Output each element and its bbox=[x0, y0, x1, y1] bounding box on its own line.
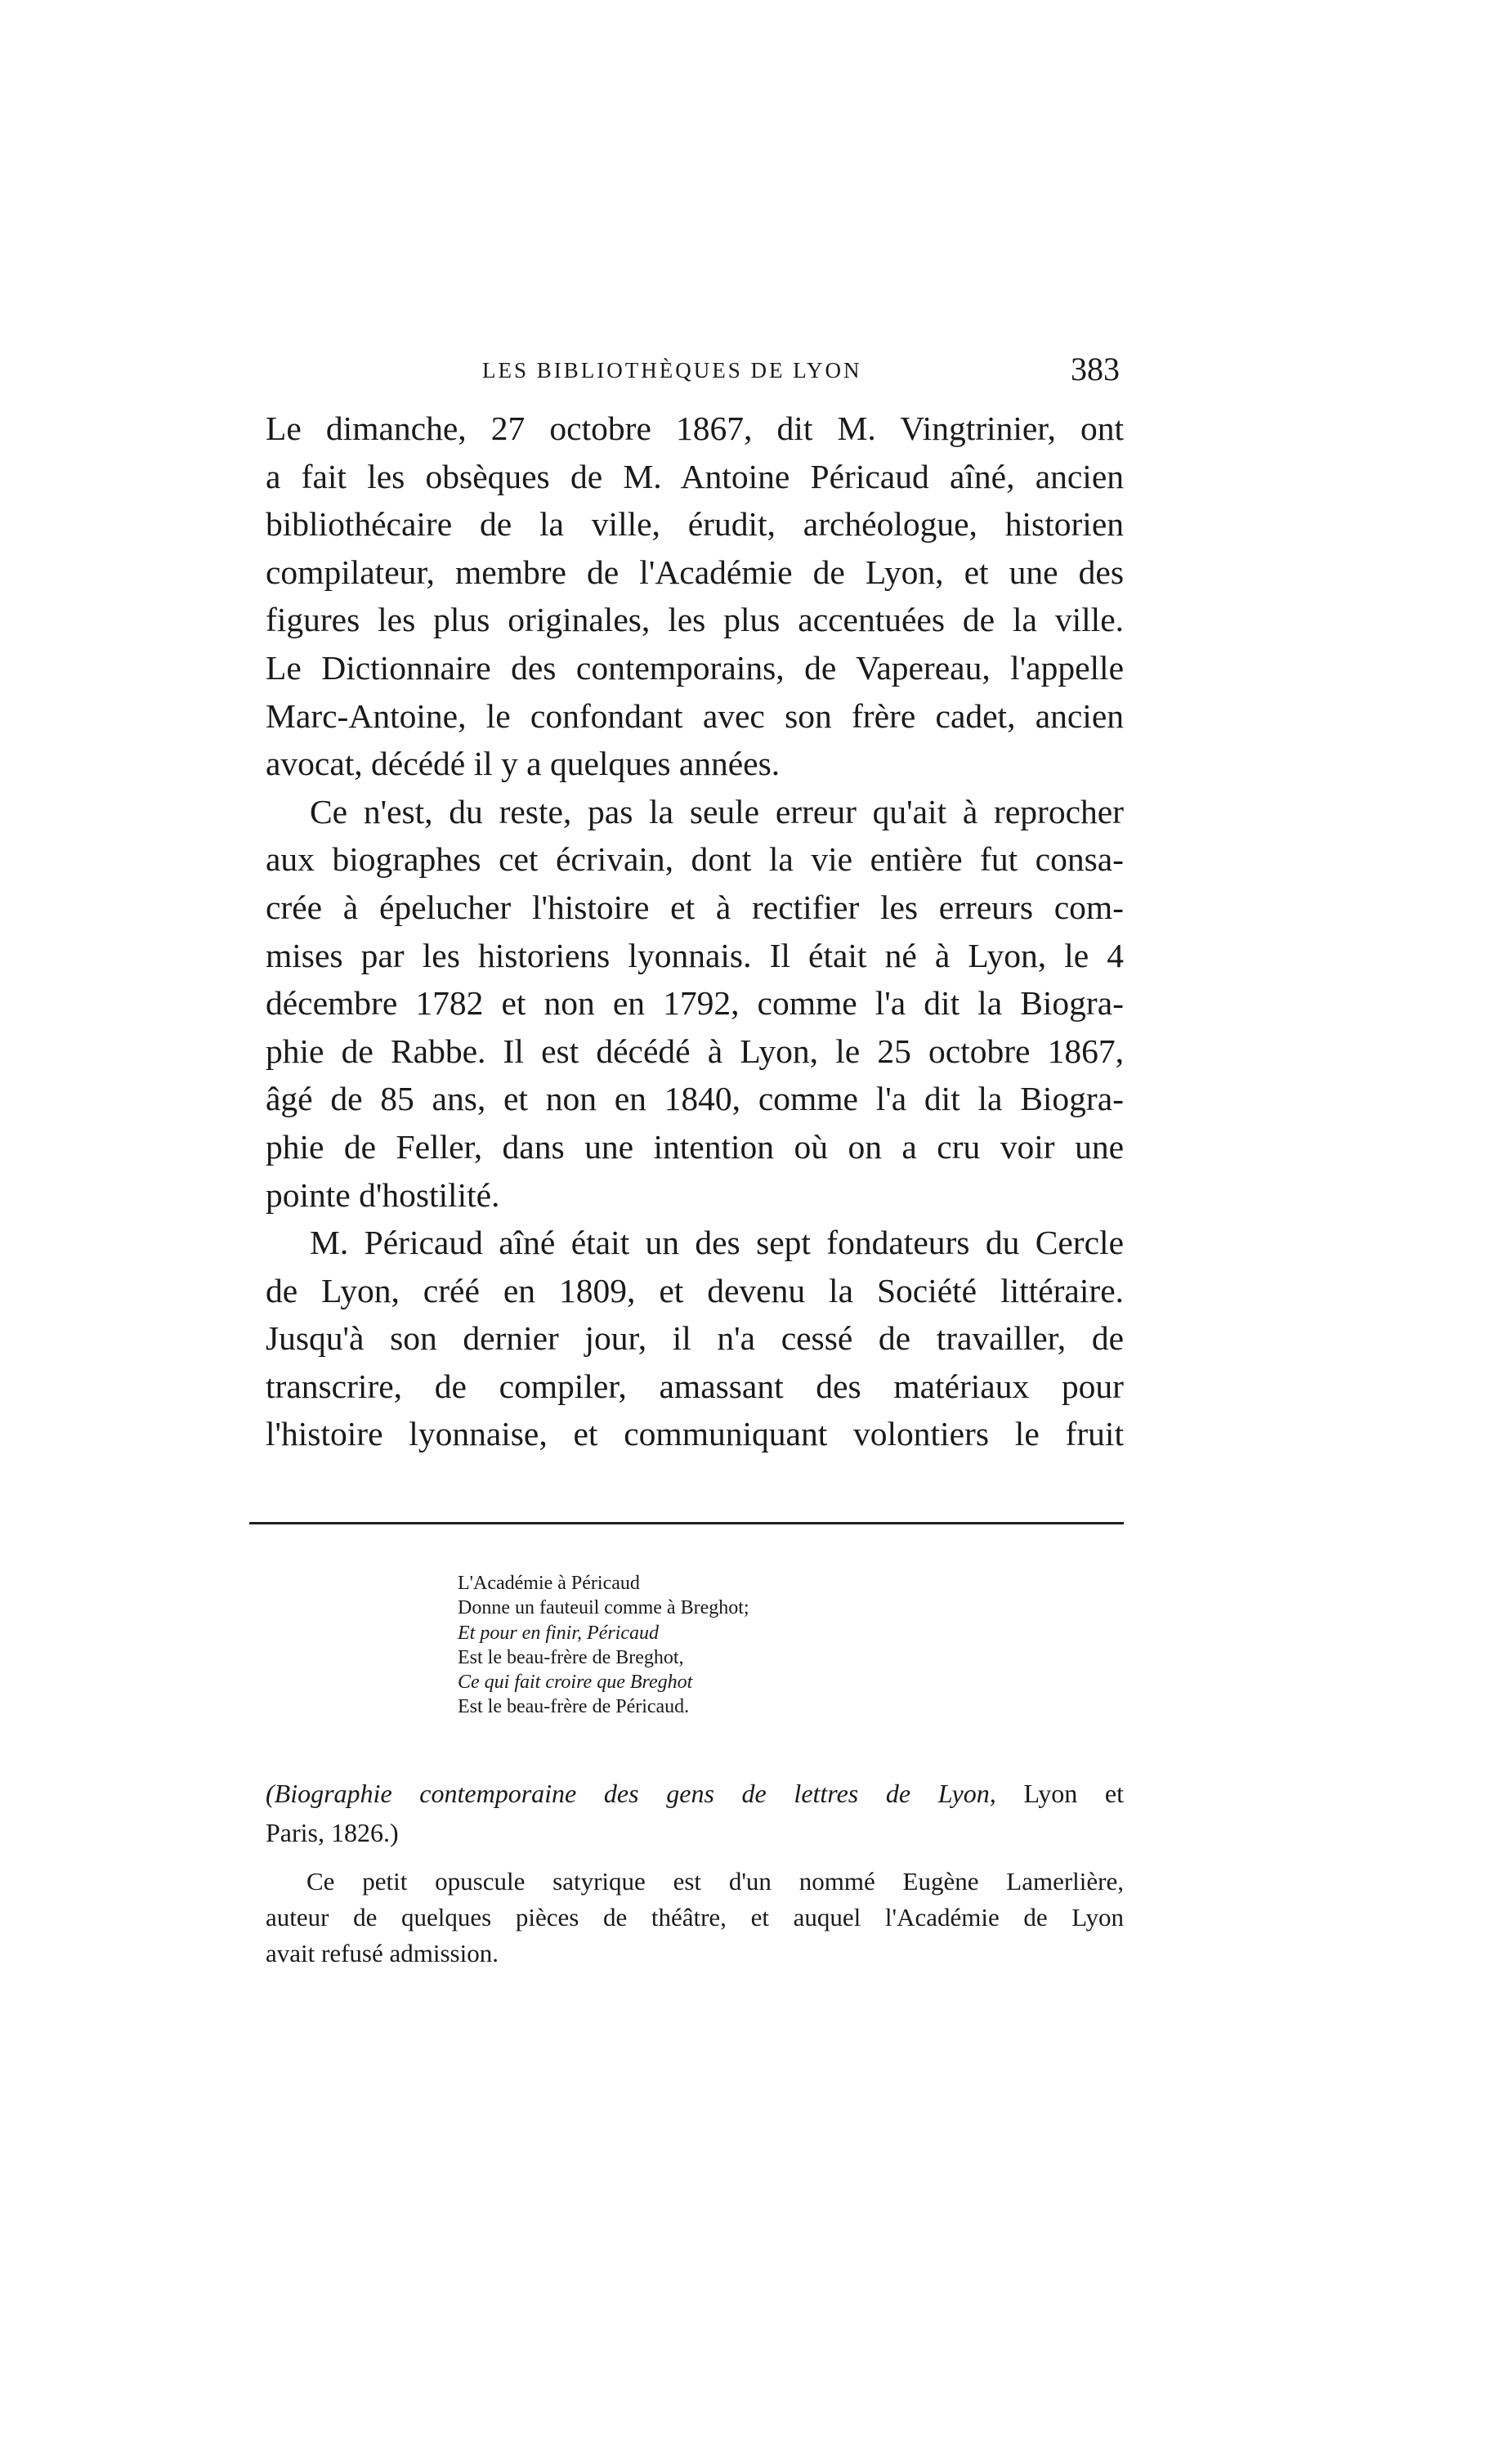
text-line: avocat, décédé il y a quelques années. bbox=[266, 745, 781, 783]
footnote-rule bbox=[249, 1522, 1124, 1524]
text-line: Jusqu'à son dernier jour, il n'a cessé de travailler, de bbox=[266, 1319, 1124, 1358]
text-line: M. Péricaud aîné était un des sept fondateurs du Cercle bbox=[310, 1224, 1124, 1262]
text-line: mises par les historiens lyonnais. Il était né à Lyon, le 4 bbox=[266, 936, 1124, 974]
poem-line: Ce qui fait croire que Breghot bbox=[458, 1672, 693, 1694]
main-text bbox=[266, 405, 1124, 1458]
text-line: Marc-Antoine, le confondant avec son frère cadet, ancien bbox=[266, 696, 1124, 735]
running-head bbox=[270, 350, 1120, 399]
note-line: avait refusé admission. bbox=[266, 1939, 499, 1967]
citation-line bbox=[266, 1774, 1124, 1813]
text-line: bibliothécaire de la ville, érudit, archéologue, historien bbox=[266, 505, 1124, 544]
text-line: Ce n'est, du reste, pas la seule erreur qu'ait à reprocher bbox=[310, 792, 1124, 830]
text-line: Le Dictionnaire des contemporains, de Vapereau, l'appelle bbox=[266, 648, 1124, 687]
poem-line: L'Académie à Péricaud bbox=[458, 1573, 640, 1594]
text-line: a fait les obsèques de M. Antoine Péricaud aîné, ancien bbox=[266, 457, 1124, 495]
citation-line: Paris, 1826.) bbox=[266, 1818, 399, 1847]
footnote-poem bbox=[458, 1571, 1030, 1720]
note-line: auteur de quelques pièces de théâtre, et auquel l'Académie de Lyon bbox=[266, 1903, 1124, 1931]
text-line: décembre 1782 et non en 1792, comme l'a dit la Biogra- bbox=[266, 984, 1124, 1023]
text-line: phie de Feller, dans une intention où on a cru voir une bbox=[266, 1127, 1124, 1166]
poem-line: Donne un fauteuil comme à Breghot; bbox=[458, 1597, 749, 1619]
text-line: transcrire, de compiler, amassant des matériaux pour bbox=[266, 1367, 1124, 1405]
page-number: 383 bbox=[1071, 351, 1120, 387]
text-line: pointe d'hostilité. bbox=[266, 1175, 500, 1214]
poem-line: Est le beau-frère de Breghot, bbox=[458, 1646, 684, 1668]
poem-line: Est le beau-frère de Péricaud. bbox=[458, 1696, 690, 1718]
text-line: de Lyon, créé en 1809, et devenu la Société littéraire. bbox=[266, 1271, 1124, 1309]
citation-place: Lyon et bbox=[995, 1779, 1125, 1808]
citation-title: (Biographie contemporaine des gens de lettres de Lyon, bbox=[266, 1779, 996, 1808]
note-line: Ce petit opuscule satyrique est d'un nommé Eugène Lamerlière, bbox=[306, 1867, 1124, 1896]
text-line: l'histoire lyonnaise, et communiquant volontiers le fruit bbox=[266, 1415, 1124, 1453]
text-line: aux biographes cet écrivain, dont la vie entière fut consa- bbox=[266, 840, 1124, 879]
poem-line: Et pour en finir, Péricaud bbox=[458, 1622, 659, 1644]
text-line: Le dimanche, 27 octobre 1867, dit M. Vingtrinier, ont bbox=[266, 410, 1124, 447]
text-line: compilateur, membre de l'Académie de Lyon, et une des bbox=[266, 553, 1124, 591]
footnote-note bbox=[266, 1864, 1124, 1972]
footnote-citation bbox=[266, 1774, 1124, 1852]
running-title: LES BIBLIOTHÈQUES DE LYON bbox=[482, 358, 862, 383]
text-line: phie de Rabbe. Il est décédé à Lyon, le 25 octobre 1867, bbox=[266, 1032, 1124, 1070]
text-line: figures les plus originales, les plus accentuées de la ville. bbox=[266, 601, 1124, 639]
text-line: âgé de 85 ans, et non en 1840, comme l'a dit la Biogra- bbox=[266, 1080, 1124, 1118]
text-line: crée à épelucher l'histoire et à rectifier les erreurs com- bbox=[266, 888, 1124, 926]
